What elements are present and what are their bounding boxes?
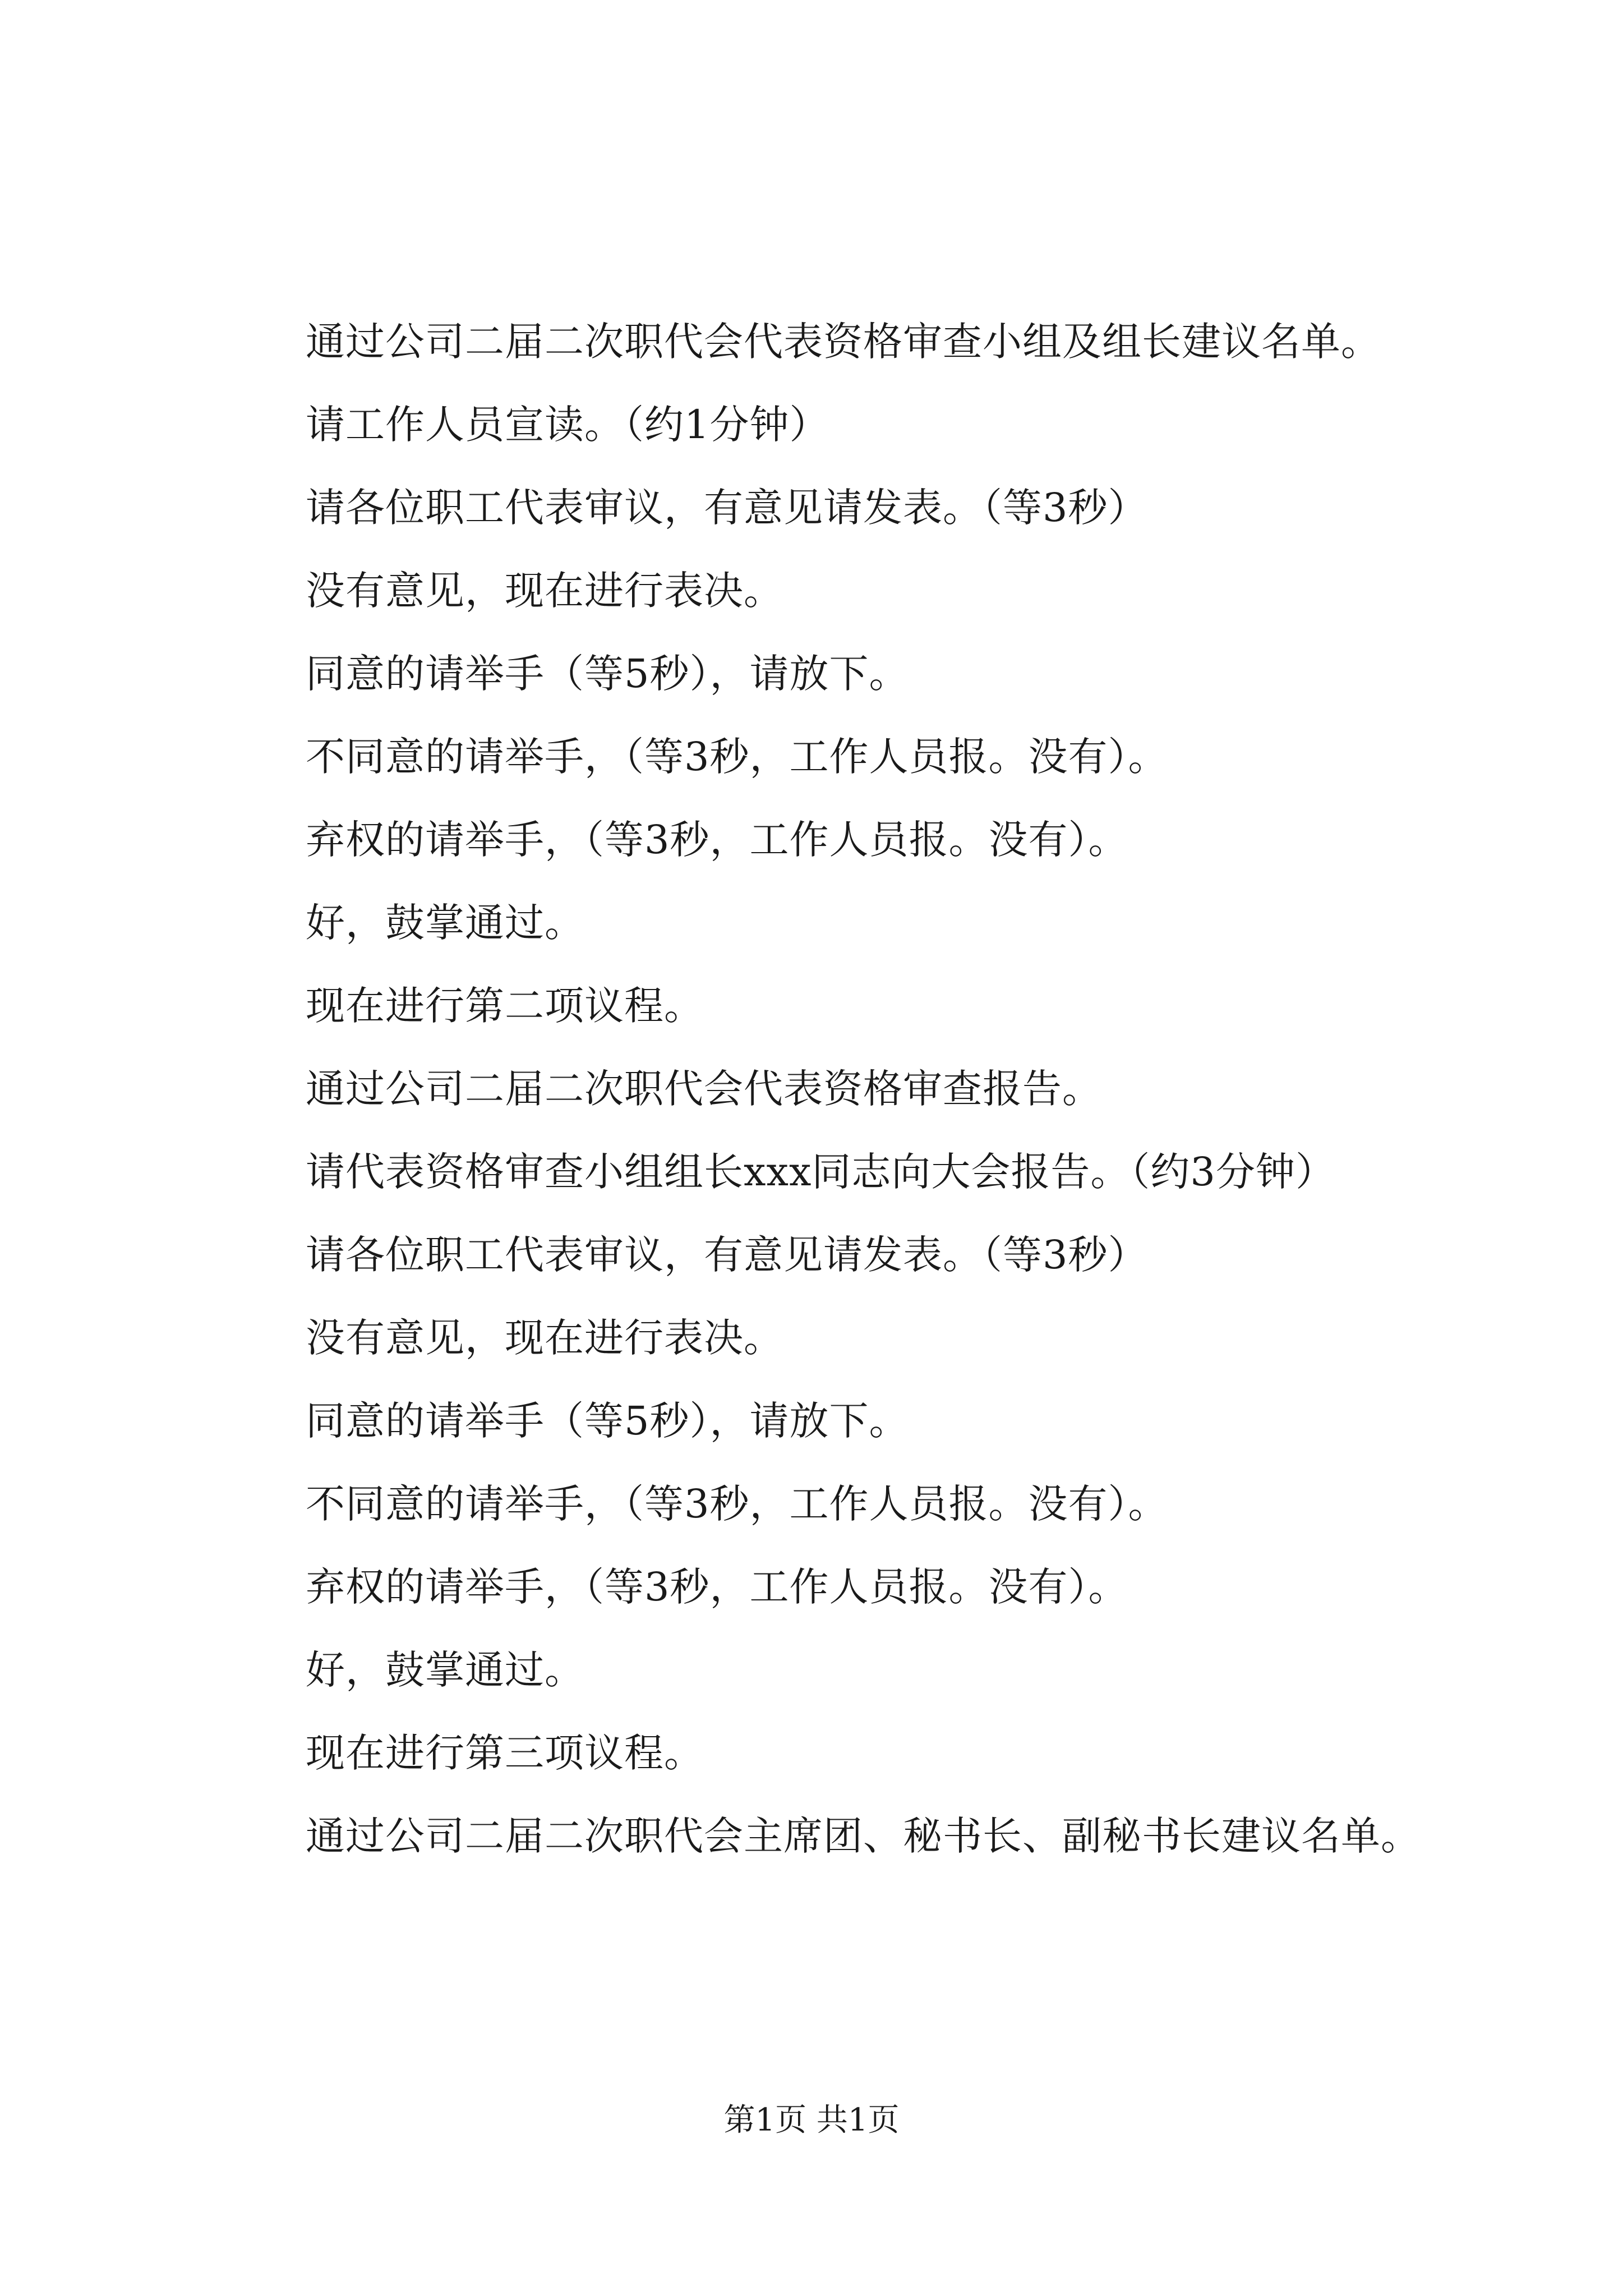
paragraph: 现在进行第三项议程。 [306,1730,704,1776]
paragraph: 现在进行第二项议程。 [306,983,704,1029]
paragraph: 请各位职工代表审议，有意见请发表。（等3秒） [306,485,1148,531]
paragraph: 弃权的请举手，（等3秒，工作人员报。没有）。 [306,817,1128,863]
paragraph: 请各位职工代表审议，有意见请发表。（等3秒） [306,1232,1148,1278]
document-body [222,300,1427,1878]
paragraph: 不同意的请举手，（等3秒，工作人员报。没有）。 [306,734,1168,780]
paragraph: 弃权的请举手，（等3秒，工作人员报。没有）。 [306,1564,1128,1610]
paragraph: 同意的请举手（等5秒），请放下。 [306,651,909,697]
paragraph: 通过公司二届二次职代会主席团、秘书长、副秘书长建议名单。 [306,1813,1421,1859]
paragraph: 好，鼓掌通过。 [306,900,584,946]
page-footer: 第1页 共1页 [723,2102,900,2138]
paragraph: 好，鼓掌通过。 [306,1647,584,1693]
paragraph: 请工作人员宣读。（约1分钟） [306,402,829,448]
paragraph: 没有意见，现在进行表决。 [306,1315,783,1361]
paragraph: 通过公司二届二次职代会代表资格审查报告。 [306,1066,1102,1112]
paragraph: 请代表资格审查小组组长xxx同志向大会报告。（约3分钟） [306,1149,1335,1195]
paragraph: 同意的请举手（等5秒），请放下。 [306,1398,909,1444]
paragraph: 没有意见，现在进行表决。 [306,568,783,614]
paragraph: 通过公司二届二次职代会代表资格审查小组及组长建议名单。 [306,319,1381,365]
paragraph: 不同意的请举手，（等3秒，工作人员报。没有）。 [306,1481,1168,1527]
